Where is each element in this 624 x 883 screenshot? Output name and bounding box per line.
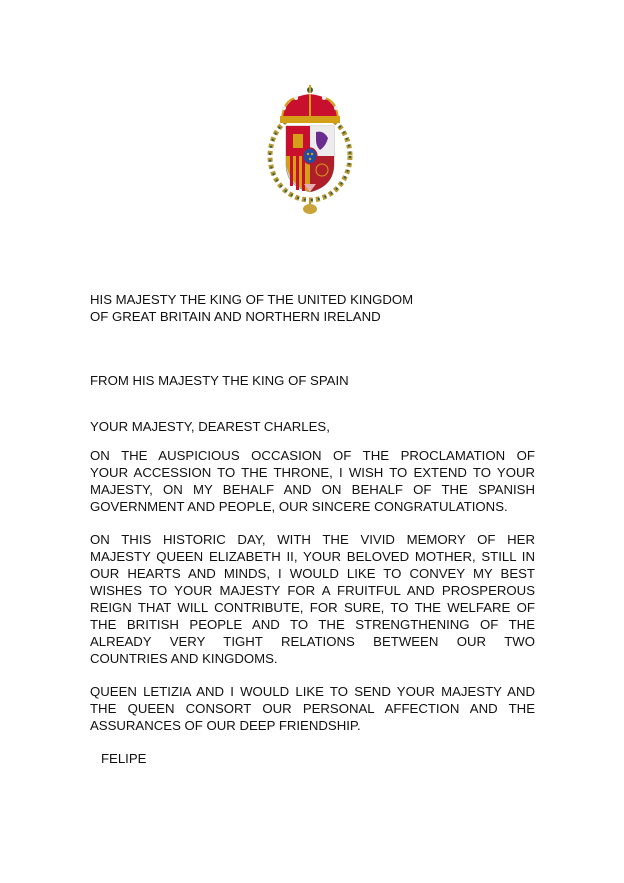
text-line: ON THIS HISTORIC DAY, WITH THE VIVID MEMORY OF HER	[90, 532, 535, 547]
sender-line: FROM HIS MAJESTY THE KING OF SPAIN	[90, 373, 349, 388]
text-line: REIGN THAT WILL CONTRIBUTE, FOR SURE, TO THE WELFARE OF	[90, 600, 535, 615]
text-line: ALREADY VERY TIGHT RELATIONS BETWEEN OUR TWO	[90, 634, 535, 649]
text-line: WISHES TO YOUR MAJESTY FOR A FRUITFUL AND PROSPEROUS	[90, 583, 535, 598]
signature: FELIPE	[101, 751, 147, 766]
text-line: YOUR ACCESSION TO THE THRONE, I WISH TO EXTEND TO YOUR	[90, 465, 535, 480]
addressee-block	[90, 291, 535, 325]
text-line: MAJESTY, ON MY BEHALF AND ON BEHALF OF THE SPANISH	[90, 482, 535, 497]
spanish-royal-coat-of-arms-icon	[262, 82, 358, 220]
text-line: GOVERNMENT AND PEOPLE, OUR SINCERE CONGRATULATIONS.	[90, 499, 508, 514]
text-line: ASSURANCES OF OUR DEEP FRIENDSHIP.	[90, 718, 361, 733]
text-line: THE BRITISH PEOPLE AND TO THE STRENGTHENING OF THE	[90, 617, 535, 632]
text-line: COUNTRIES AND KINGDOMS.	[90, 651, 278, 666]
text-line: MAJESTY QUEEN ELIZABETH II, YOUR BELOVED MOTHER, STILL IN	[90, 549, 535, 564]
addressee-line: HIS MAJESTY THE KING OF THE UNITED KINGDOM	[90, 292, 414, 307]
salutation: YOUR MAJESTY, DEAREST CHARLES,	[90, 419, 330, 434]
paragraph-historic-day	[90, 531, 535, 667]
text-line: QUEEN LETIZIA AND I WOULD LIKE TO SEND YOUR MAJESTY AND	[90, 684, 535, 699]
text-line: ON THE AUSPICIOUS OCCASION OF THE PROCLAMATION OF	[90, 448, 535, 463]
addressee-line: OF GREAT BRITAIN AND NORTHERN IRELAND	[90, 309, 381, 324]
paragraph-personal-affection	[90, 683, 535, 734]
text-line: THE QUEEN CONSORT OUR PERSONAL AFFECTION AND THE	[90, 701, 535, 716]
paragraph-congratulations	[90, 447, 535, 515]
text-line: OUR HEARTS AND MINDS, I WOULD LIKE TO CONVEY MY BEST	[90, 566, 535, 581]
